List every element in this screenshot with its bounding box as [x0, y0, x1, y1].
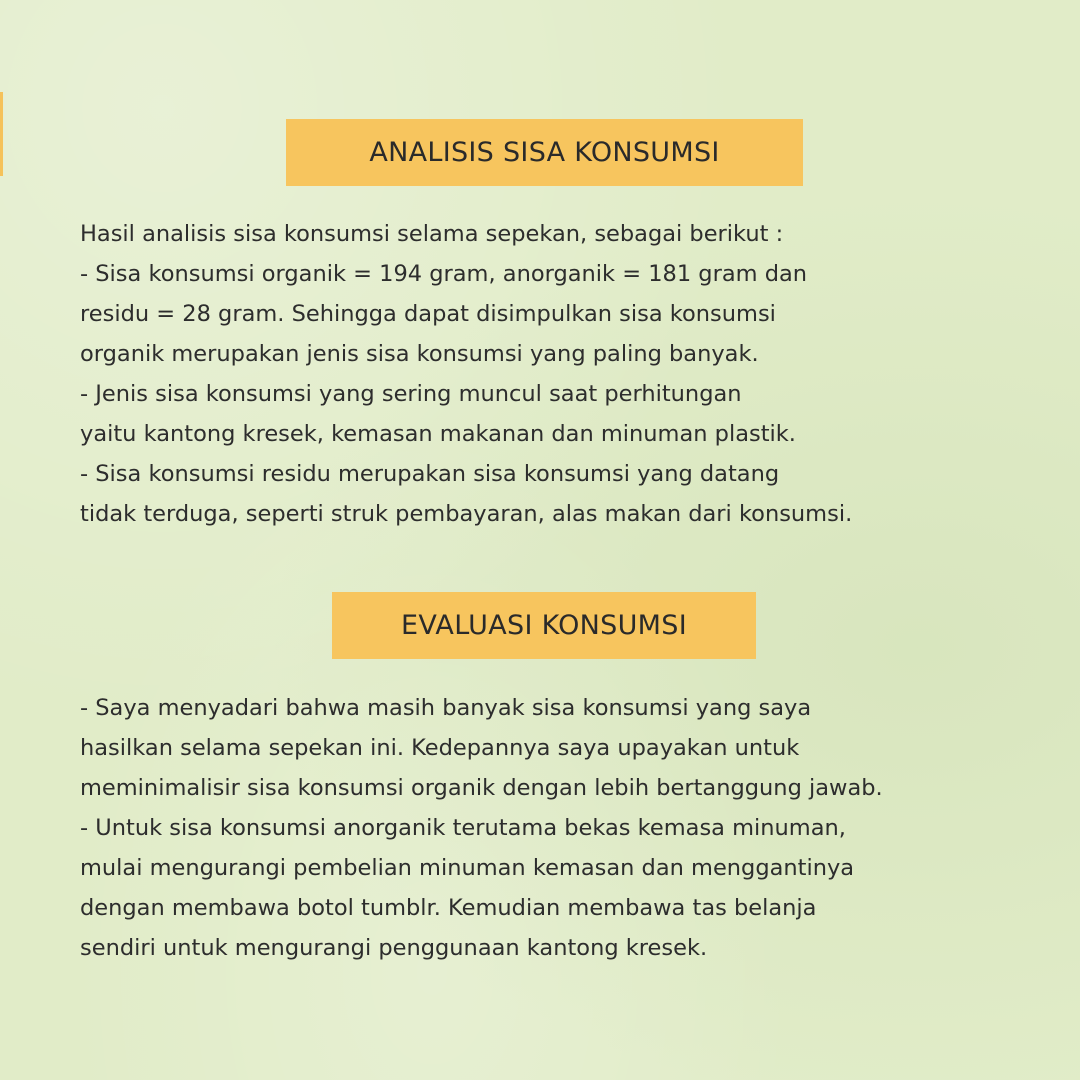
analisis-line: organik merupakan jenis sisa konsumsi yang paling banyak.: [80, 341, 759, 367]
evaluasi-paragraph: [80, 688, 883, 968]
evaluasi-line: mulai mengurangi pembelian minuman kemasan dan menggantinya: [80, 855, 855, 881]
evaluasi-line: hasilkan selama sepekan ini. Kedepannya saya upayakan untuk: [80, 735, 800, 761]
evaluasi-line: - Untuk sisa konsumsi anorganik terutama bekas kemasa minuman,: [80, 815, 846, 841]
analisis-line: yaitu kantong kresek, kemasan makanan dan minuman plastik.: [80, 421, 796, 447]
analisis-heading: [286, 119, 803, 186]
analisis-line: Hasil analisis sisa konsumsi selama sepekan, sebagai berikut :: [80, 221, 784, 247]
analisis-line: - Jenis sisa konsumsi yang sering muncul saat perhitungan: [80, 381, 742, 407]
evaluasi-heading-text: EVALUASI KONSUMSI: [401, 610, 687, 641]
analisis-line: - Sisa konsumsi residu merupakan sisa konsumsi yang datang: [80, 461, 780, 487]
evaluasi-heading: [332, 592, 756, 659]
analisis-line: - Sisa konsumsi organik = 194 gram, anorganik = 181 gram dan: [80, 261, 808, 287]
edge-accent-marker: [0, 92, 3, 176]
analisis-line: residu = 28 gram. Sehingga dapat disimpulkan sisa konsumsi: [80, 301, 776, 327]
evaluasi-line: meminimalisir sisa konsumsi organik dengan lebih bertanggung jawab.: [80, 775, 883, 801]
evaluasi-line: sendiri untuk mengurangi penggunaan kantong kresek.: [80, 935, 708, 961]
evaluasi-line: dengan membawa botol tumblr. Kemudian membawa tas belanja: [80, 895, 817, 921]
analisis-heading-text: ANALISIS SISA KONSUMSI: [369, 137, 720, 168]
analisis-paragraph: [80, 214, 852, 534]
analisis-line: tidak terduga, seperti struk pembayaran, alas makan dari konsumsi.: [80, 501, 853, 527]
evaluasi-line: - Saya menyadari bahwa masih banyak sisa konsumsi yang saya: [80, 695, 812, 721]
